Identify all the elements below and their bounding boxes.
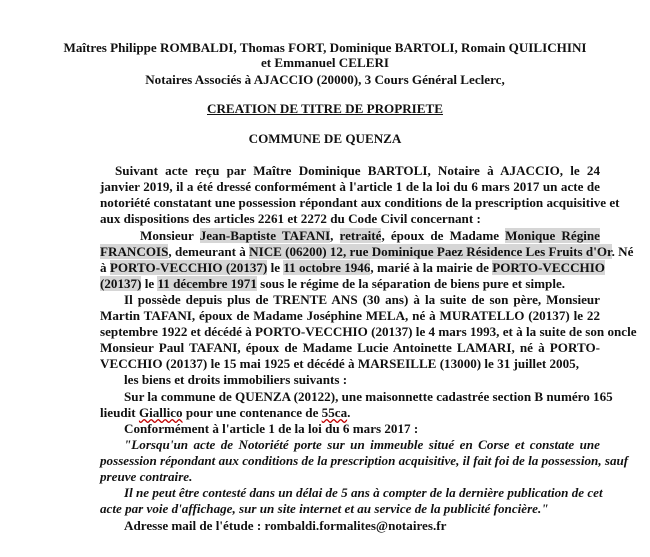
notice-title: CREATION DE TITRE DE PROPRIETE bbox=[207, 101, 443, 116]
p5-line4: preuve contraire. bbox=[100, 469, 193, 484]
spellcheck-lieudit: Giallico bbox=[138, 405, 183, 420]
highlight-birthplace: PORTO-VECCHIO (20137) bbox=[109, 260, 268, 275]
commune-title: COMMUNE DE QUENZA bbox=[248, 131, 402, 146]
highlight-marriage-date: 11 décembre 1971 bbox=[157, 276, 257, 291]
p2-line1: Monsieur Jean-Baptiste TAFANI, retraité, époux de Madame Monique Régine bbox=[140, 228, 600, 243]
p2-line4: (20137) le 11 décembre 1971 sous le régime de la séparation de biens pure et simple. bbox=[100, 276, 566, 291]
p3-line3: septembre 1922 et décédé à PORTO-VECCHIO (20137) le 4 mars 1993, et à la suite de son oncle bbox=[100, 324, 637, 339]
p1-line2: janvier 2019, il a été dressé conformément à l'article 1 de la loi du 6 mars 2017 un acte de bbox=[100, 179, 600, 194]
p6-line2: acte par voie d'affichage, sur un site internet et au service de la publicité foncière." bbox=[100, 501, 549, 516]
footer-email: Adresse mail de l'étude : rombaldi.formalites@notaires.fr bbox=[124, 518, 447, 533]
highlight-birthdate: 11 octobre 1946 bbox=[283, 260, 371, 275]
p3-line5: VECCHIO (20137) le 15 mai 1925 et décédé à MARSEILLE (13000) le 31 juillet 2005, bbox=[100, 356, 579, 371]
p3-line4: Monsieur Paul TAFANI, époux de Madame Lucie Antoinette LAMARI, né à PORTO- bbox=[100, 340, 600, 355]
highlight-marriage-place: PORTO-VECCHIO bbox=[492, 260, 605, 275]
highlight-name: Jean-Baptiste TAFANI bbox=[199, 228, 331, 243]
header-notaries: Maîtres Philippe ROMBALDI, Thomas FORT, Dominique BARTOLI, Romain QUILICHINI bbox=[63, 40, 587, 55]
p4-line1: les biens et droits immobiliers suivants : bbox=[124, 372, 348, 387]
p1-line4: aux dispositions des articles 2261 et 2272 du Code Civil concernant : bbox=[100, 211, 481, 226]
p3-line2: Martin TAFANI, époux de Madame Joséphine MELA, né à MURATELLO (20137) le 22 bbox=[100, 308, 600, 323]
p4-line2: Sur la commune de QUENZA (20122), une maisonnette cadastrée section B numéro 165 bbox=[124, 389, 613, 404]
email-address[interactable]: rombaldi.formalites@notaires.fr bbox=[264, 518, 447, 533]
p5-line1: Conformément à l'article 1 de la loi du 6 mars 2017 : bbox=[124, 421, 419, 436]
p4-line3: lieudit Giallico pour une contenance de 55ca. bbox=[100, 405, 351, 420]
p6-line1: Il ne peut être contesté dans un délai de 5 ans à compter de la dernière publication de cet bbox=[124, 485, 603, 500]
header-office: Notaires Associés à AJACCIO (20000), 3 Cours Général Leclerc, bbox=[145, 72, 505, 87]
highlight-profession: retraité bbox=[339, 228, 382, 243]
highlight-spouse: Monique Régine bbox=[505, 228, 600, 243]
spellcheck-area: 55ca bbox=[321, 405, 348, 420]
p3-line1: Il possède depuis plus de TRENTE ANS (30 ans) à la suite de son père, Monsieur bbox=[124, 292, 600, 307]
p2-line3: à PORTO-VECCHIO (20137) le 11 octobre 1946, marié à la mairie de PORTO-VECCHIO bbox=[100, 260, 605, 275]
p5-line3: possession répondant aux conditions de la prescription acquisitive, il fait foi de la possession, sauf bbox=[100, 453, 629, 468]
p5-line2: "Lorsqu'un acte de Notoriété porte sur un immeuble situé en Corse et constate une bbox=[124, 437, 600, 452]
p1-line1: Suivant acte reçu par Maître Dominique BARTOLI, Notaire à AJACCIO, le 24 bbox=[115, 163, 600, 178]
header-notaries-cont: et Emmanuel CELERI bbox=[260, 55, 390, 70]
p2-line2: FRANCOIS, demeurant à NICE (06200) 12, rue Dominique Paez Résidence Les Fruits d'Or. Né bbox=[100, 244, 634, 259]
p1-line3: notoriété constatant une possession répondant aux conditions de la prescription acquisitive et bbox=[100, 195, 620, 210]
highlight-address: NICE (06200) 12, rue Dominique Paez Résidence Les Fruits d'Or bbox=[249, 244, 612, 259]
